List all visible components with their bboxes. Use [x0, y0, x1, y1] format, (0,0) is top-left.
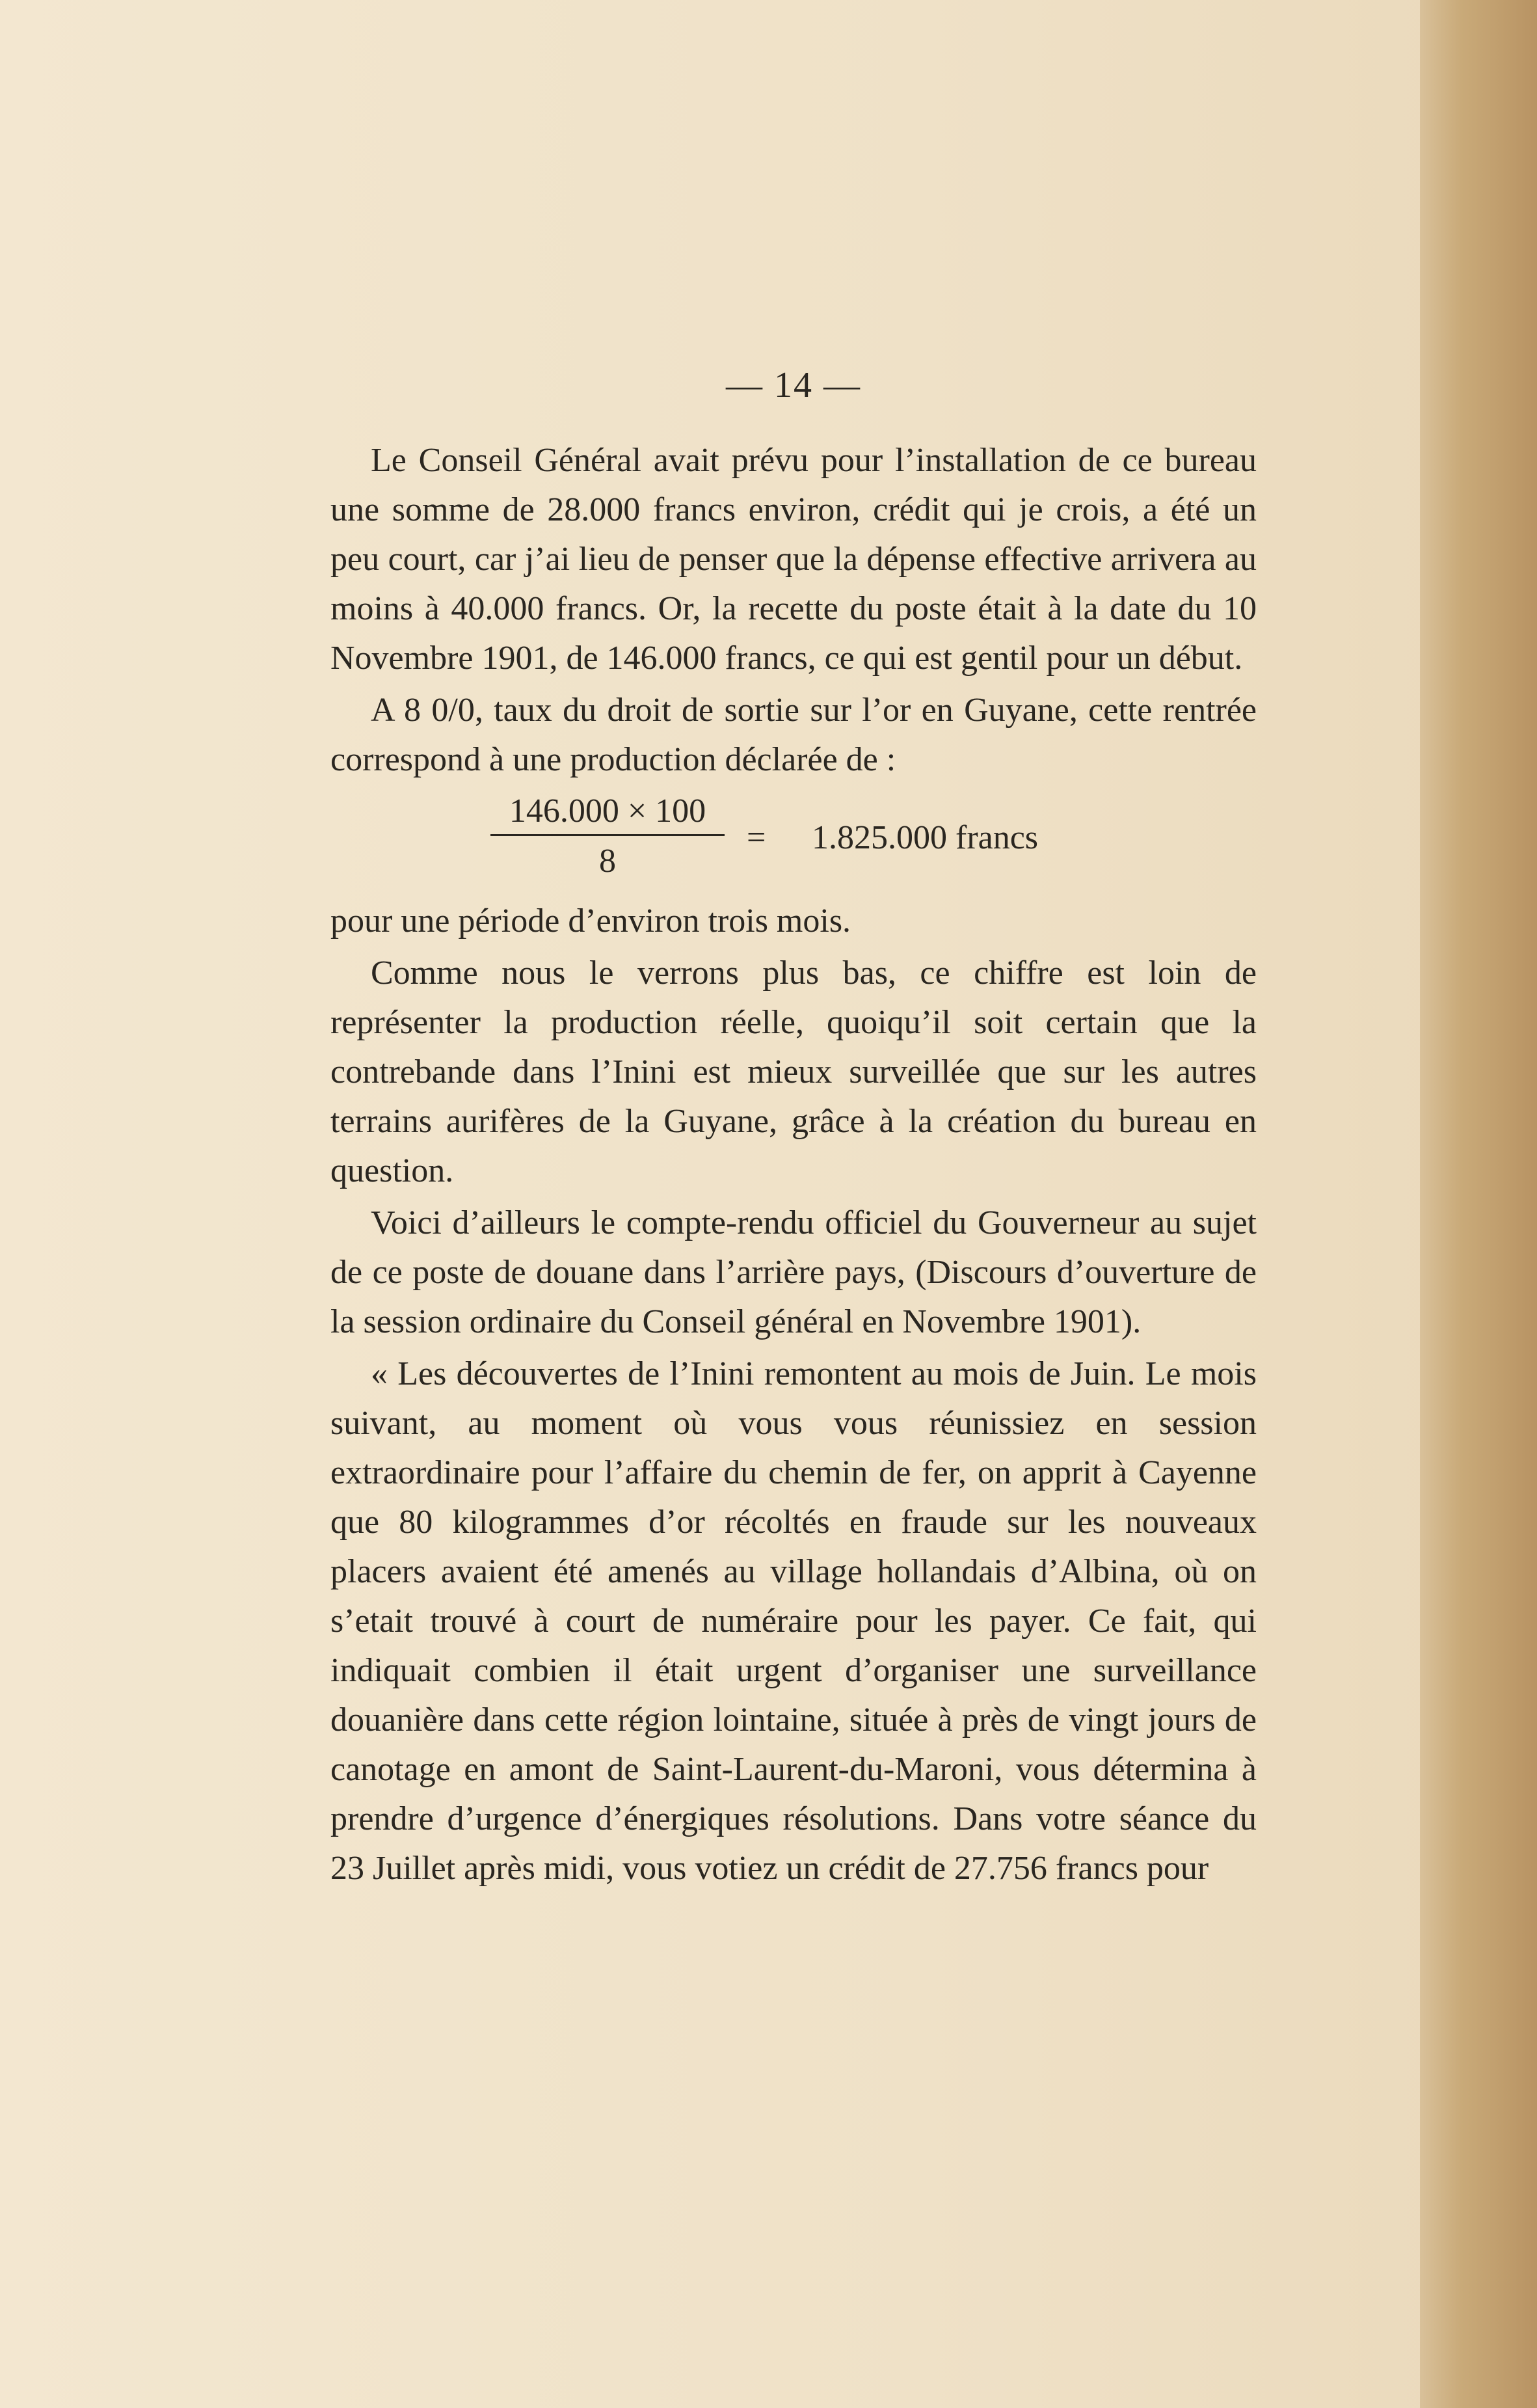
- formula-denominator: 8: [599, 843, 616, 880]
- paragraph: Comme nous le verrons plus bas, ce chiffre est loin de représenter la production réelle, quoiqu’il soit certain que la contrebande dans l’Inini est mieux surveillée que sur les autres terrains aurifères de la Guyane, grâce à la création du bureau en question.: [330, 954, 1257, 1189]
- formula-result: 1.825.000 francs: [812, 819, 1039, 856]
- fraction: [490, 789, 725, 882]
- formula-numerator: 146.000 × 100: [509, 792, 706, 830]
- formula: [330, 789, 1257, 894]
- paragraph: pour une période d’environ trois mois.: [330, 902, 851, 940]
- paragraph: Le Conseil Général avait prévu pour l’installation de ce bureau une somme de 28.000 francs environ, crédit qui je crois, a été un peu court, car j’ai lieu de penser que la dépense effective arrivera au moins à 40.000 francs. Or, la recette du poste était à la date du 10 Novembre 1901, de 146.000 francs, ce qui est gentil pour un début.: [330, 442, 1257, 677]
- page-edge-shadow: [1420, 0, 1537, 2408]
- page-number: — 14 —: [726, 365, 861, 405]
- formula-equals: =: [747, 819, 766, 856]
- paragraph: « Les découvertes de l’Inini remontent au mois de Juin. Le mois suivant, au moment où vous vous réunissiez en session extraordinaire pour l’affaire du chemin de fer, on apprit à Cayenne que 80 kilogrammes d’or récoltés en fraude sur les nouveaux placers avaient été amenés au village hollandais d’Albina, où on s’etait trouvé à court de numéraire pour les payer. Ce fait, qui indiquait combien il était urgent d’organiser une surveillance douanière dans cette région lointaine, située à près de vingt jours de canotage en amont de Saint-Laurent-du-Maroni, vous détermina à prendre d’urgence d’énergiques résolutions. Dans votre séance du 23 Juillet après midi, vous votiez un crédit de 27.756 francs pour: [330, 1355, 1257, 1887]
- paragraph: Voici d’ailleurs le compte-rendu officiel du Gouverneur au sujet de ce poste de douane dans l’arrière pays, (Discours d’ouverture de la session ordinaire du Conseil général en Novembre 1901).: [330, 1204, 1257, 1340]
- paragraph: A 8 0/0, taux du droit de sortie sur l’or en Guyane, cette rentrée correspond à une production déclarée de :: [330, 692, 1257, 778]
- body-text: [330, 436, 1257, 1893]
